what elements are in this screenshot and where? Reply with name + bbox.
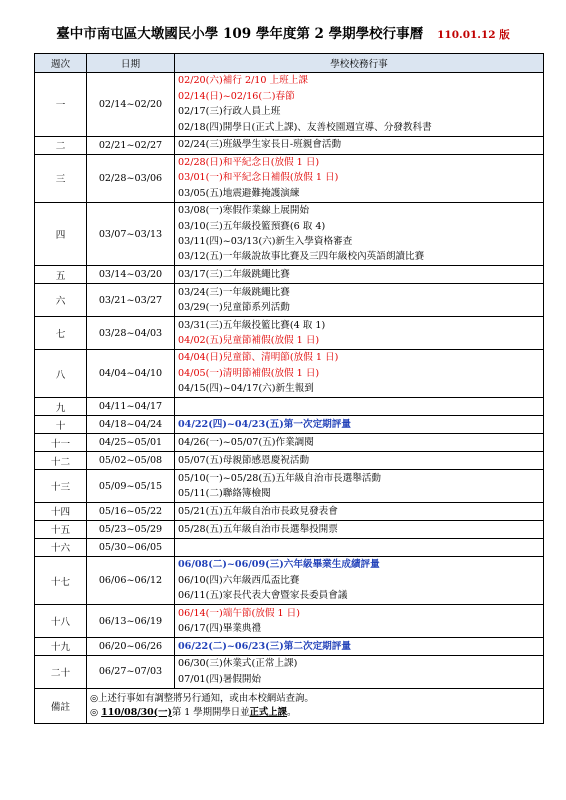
header-row (35, 54, 544, 73)
events-cell (175, 284, 544, 317)
events-cell (175, 349, 544, 397)
event-line: 03/08(一)寒假作業線上展開始 (178, 205, 310, 217)
events-cell (175, 502, 544, 520)
date-cell: 03/14~03/20 (87, 266, 175, 284)
events-cell (175, 434, 544, 452)
table-row (35, 398, 544, 416)
event-line: 05/28(五)五年級自治市長選舉投開票 (178, 523, 338, 535)
events-cell (175, 398, 544, 416)
date-cell: 04/25~05/01 (87, 434, 175, 452)
header-week: 週次 (35, 54, 87, 73)
week-cell: 十九 (35, 637, 87, 655)
week-cell: 十 (35, 416, 87, 434)
week-cell: 十七 (35, 556, 87, 604)
table-row (35, 317, 544, 350)
event-line: 06/30(三)休業式(正常上課) (178, 658, 298, 670)
date-cell: 06/13~06/19 (87, 605, 175, 638)
date-cell: 04/18~04/24 (87, 416, 175, 434)
events-cell (175, 637, 544, 655)
week-cell: 一 (35, 73, 87, 137)
events-cell (175, 452, 544, 470)
week-cell: 二十 (35, 655, 87, 688)
date-cell: 05/02~05/08 (87, 452, 175, 470)
event-line: 05/10(一)~05/28(五)五年級自治市長選舉活動 (178, 472, 382, 484)
events-cell (175, 556, 544, 604)
event-line: 06/22(二)~06/23(三)第二次定期評量 (178, 640, 351, 652)
week-cell: 二 (35, 136, 87, 154)
date-cell: 02/21~02/27 (87, 136, 175, 154)
date-cell: 05/16~05/22 (87, 502, 175, 520)
table-row (35, 520, 544, 538)
events-cell (175, 538, 544, 556)
date-cell: 03/28~04/03 (87, 317, 175, 350)
events-cell (175, 202, 544, 266)
event-line: 04/22(四)~04/23(五)第一次定期評量 (178, 418, 351, 430)
date-cell: 03/07~03/13 (87, 202, 175, 266)
week-cell: 三 (35, 154, 87, 202)
event-line: 03/12(五)一年級說故事比賽及三四年級校內英語朗讀比賽 (178, 251, 425, 263)
notes-label: 備註 (35, 688, 87, 723)
event-line: 03/11(四)~03/13(六)新生入學資格審查 (178, 236, 353, 248)
event-line: 03/31(三)五年級投籃比賽(4 取 1) (178, 319, 326, 331)
table-row (35, 284, 544, 317)
events-cell (175, 136, 544, 154)
event-line: 04/04(日)兒童節、清明節(放假 1 日) (178, 352, 339, 364)
week-cell: 七 (35, 317, 87, 350)
event-line: 06/17(四)畢業典禮 (178, 623, 262, 635)
week-cell: 十五 (35, 520, 87, 538)
note-line-2 (90, 706, 543, 720)
events-cell (175, 605, 544, 638)
date-cell: 05/09~05/15 (87, 470, 175, 503)
table-row (35, 73, 544, 137)
date-cell: 04/11~04/17 (87, 398, 175, 416)
version-label: 110.01.12 版 (437, 29, 510, 41)
table-row (35, 538, 544, 556)
table-row (35, 136, 544, 154)
table-row (35, 502, 544, 520)
date-cell: 05/30~06/05 (87, 538, 175, 556)
event-line: 05/07(五)母親節感恩慶祝活動 (178, 454, 310, 466)
note-end: 。 (287, 706, 297, 718)
event-line: 02/17(三)行政人員上班 (178, 106, 281, 118)
date-cell: 06/06~06/12 (87, 556, 175, 604)
table-row (35, 416, 544, 434)
event-line: 02/20(六)補行 2/10 上班上課 (178, 75, 308, 87)
event-line: 02/28(日)和平紀念日(放假 1 日) (178, 157, 320, 169)
note-date: 110/08/30(一) (101, 706, 172, 718)
note-emph: 正式上課 (249, 706, 288, 718)
table-row (35, 202, 544, 266)
event-line: 06/10(四)六年級西瓜盃比賽 (178, 574, 300, 586)
week-cell: 八 (35, 349, 87, 397)
event-line: 02/24(三)班級學生家長日-班親會活動 (178, 139, 342, 151)
events-cell (175, 154, 544, 202)
calendar-body (35, 73, 544, 689)
date-cell: 03/21~03/27 (87, 284, 175, 317)
table-row (35, 470, 544, 503)
events-cell (175, 470, 544, 503)
week-cell: 十二 (35, 452, 87, 470)
table-row (35, 655, 544, 688)
week-cell: 九 (35, 398, 87, 416)
event-line: 05/21(五)五年級自治市長政見發表會 (178, 505, 338, 517)
events-cell (175, 73, 544, 137)
event-line: 04/26(一)~05/07(五)作業調閱 (178, 436, 314, 448)
event-line: 03/05(五)地震避難掩護演練 (178, 187, 300, 199)
event-line: 02/14(日)~02/16(二)春節 (178, 90, 295, 102)
week-cell: 十六 (35, 538, 87, 556)
event-line: 03/17(三)二年級跳繩比賽 (178, 269, 290, 281)
note-prefix: ◎ (90, 706, 102, 718)
table-row (35, 605, 544, 638)
page-title (0, 22, 566, 42)
table-row (35, 154, 544, 202)
title-text: 臺中市南屯區大墩國民小學 109 學年度第 2 學期學校行事曆 (56, 26, 424, 42)
event-line: 03/24(三)一年級跳繩比賽 (178, 286, 290, 298)
events-cell (175, 655, 544, 688)
notes-content (87, 688, 544, 723)
table-row (35, 349, 544, 397)
week-cell: 十四 (35, 502, 87, 520)
event-line: 02/18(四)開學日(正式上課)、友善校園週宣導、分發教科書 (178, 121, 432, 133)
events-cell (175, 317, 544, 350)
date-cell: 06/20~06/26 (87, 637, 175, 655)
notes-row (35, 688, 544, 723)
table-row (35, 556, 544, 604)
events-cell (175, 266, 544, 284)
table-row (35, 637, 544, 655)
week-cell: 六 (35, 284, 87, 317)
event-line: 06/14(一)端午節(放假 1 日) (178, 607, 300, 619)
week-cell: 五 (35, 266, 87, 284)
event-line: 06/08(二)~06/09(三)六年級畢業生成績評量 (178, 559, 380, 571)
events-cell (175, 520, 544, 538)
note-mid: 第 1 學期開學日並 (171, 706, 250, 718)
table-row (35, 266, 544, 284)
week-cell: 十八 (35, 605, 87, 638)
week-cell: 四 (35, 202, 87, 266)
event-line: 04/15(四)~04/17(六)新生報到 (178, 383, 314, 395)
header-events: 學校校務行事 (175, 54, 544, 73)
event-line: 03/10(三)五年級投籃預賽(6 取 4) (178, 220, 326, 232)
event-line: 04/02(五)兒童節補假(放假 1 日) (178, 335, 320, 347)
event-line: 06/11(五)家長代表大會暨家長委員會議 (178, 590, 348, 602)
date-cell: 02/14~02/20 (87, 73, 175, 137)
school-calendar-table (34, 53, 544, 724)
event-line: 05/11(二)聯絡簿檢閱 (178, 488, 271, 500)
date-cell: 02/28~03/06 (87, 154, 175, 202)
week-cell: 十三 (35, 470, 87, 503)
event-line: 07/01(四)暑假開始 (178, 673, 262, 685)
date-cell: 04/04~04/10 (87, 349, 175, 397)
event-line: 04/05(一)清明節補假(放假 1 日) (178, 367, 320, 379)
event-line: 03/29(一)兒童節系列活動 (178, 302, 290, 314)
header-date: 日期 (87, 54, 175, 73)
events-cell (175, 416, 544, 434)
date-cell: 05/23~05/29 (87, 520, 175, 538)
event-line: 03/01(一)和平紀念日補假(放假 1 日) (178, 172, 339, 184)
table-row (35, 434, 544, 452)
week-cell: 十一 (35, 434, 87, 452)
note-line-1: ◎上述行事如有調整將另行通知，或由本校網站查詢。 (90, 692, 314, 704)
table-row (35, 452, 544, 470)
date-cell: 06/27~07/03 (87, 655, 175, 688)
